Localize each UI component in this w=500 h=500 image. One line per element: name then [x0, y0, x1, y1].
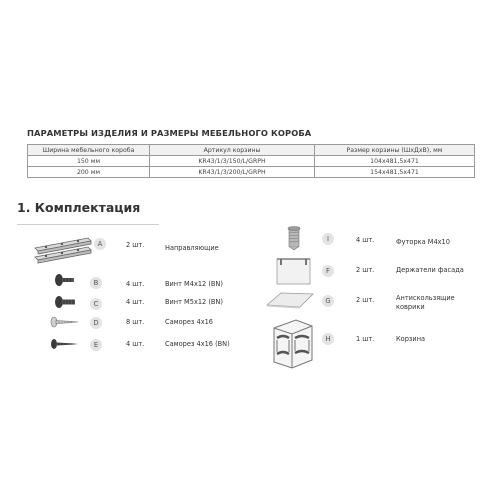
header-box-width: Ширина мебельного короба: [28, 145, 150, 156]
kit-qty-a: 2 шт.: [126, 241, 145, 249]
kit-name-i: Футорка M4x10: [396, 238, 450, 246]
header-basket-size: Размер корзины (ШхДхВ), мм: [315, 145, 475, 156]
cell-box-width: 200 мм: [28, 167, 150, 178]
kit-name-f: Держатели фасада: [396, 266, 464, 274]
kit-letter-b: B: [90, 277, 102, 289]
kit-qty-i: 4 шт.: [356, 236, 375, 244]
kit-qty-g: 2 шт.: [356, 296, 375, 304]
table-row: [28, 156, 475, 167]
section-divider: [17, 224, 159, 225]
kit-letter-d: D: [90, 317, 102, 329]
kit-qty-e: 4 шт.: [126, 340, 145, 348]
self-tapping-screw-icon: [50, 314, 80, 328]
screw-m4-icon: [54, 272, 78, 288]
kit-letter-f: F: [322, 265, 334, 277]
kit-qty-d: 8 шт.: [126, 318, 145, 326]
kit-qty-b: 4 шт.: [126, 280, 145, 288]
screw-m5-icon: [54, 294, 78, 310]
basket-icon: [266, 318, 316, 370]
facade-holder-icon: [274, 256, 314, 286]
kit-name-d: Саморез 4x16: [165, 318, 213, 326]
slide-rails-icon: [32, 234, 94, 264]
cell-article: KR43/1/3/200/L/GRPH: [150, 167, 315, 178]
kit-qty-h: 1 шт.: [356, 335, 375, 343]
parameters-title: ПАРАМЕТРЫ ИЗДЕЛИЯ И РАЗМЕРЫ МЕБЕЛЬНОГО КОРОБА: [27, 128, 312, 138]
kit-letter-h: H: [322, 333, 334, 345]
cell-box-width: 150 мм: [28, 156, 150, 167]
kit-letter-c: C: [90, 298, 102, 310]
header-article: Артикул корзины: [150, 145, 315, 156]
kit-name-h: Корзина: [396, 335, 426, 343]
kit-qty-c: 4 шт.: [126, 298, 145, 306]
anti-slip-mat-icon: [264, 290, 316, 310]
parameters-table: [27, 144, 475, 178]
table-header-row: [28, 145, 475, 156]
kit-letter-a: A: [94, 238, 106, 250]
cell-basket-size: 154x481,5x471: [315, 167, 475, 178]
kit-name-b: Винт M4x12 (BN): [165, 280, 223, 288]
cell-article: KR43/1/3/150/L/GRPH: [150, 156, 315, 167]
kit-name-e: Саморез 4x16 (BN): [165, 340, 230, 348]
cell-basket-size: 104x481,5x471: [315, 156, 475, 167]
table-row: [28, 167, 475, 178]
kit-qty-f: 2 шт.: [356, 266, 375, 274]
kit-letter-e: E: [90, 339, 102, 351]
kit-name-g: Антискользящие коврики: [396, 294, 455, 311]
section-title: 1. Комплектация: [17, 200, 141, 215]
kit-letter-g: G: [322, 295, 334, 307]
insert-nut-icon: [284, 226, 304, 250]
kit-name-a: Направляющие: [165, 244, 219, 252]
self-tapping-screw-bn-icon: [50, 336, 80, 350]
kit-name-c: Винт M5x12 (BN): [165, 298, 223, 306]
kit-letter-i: I: [322, 233, 334, 245]
